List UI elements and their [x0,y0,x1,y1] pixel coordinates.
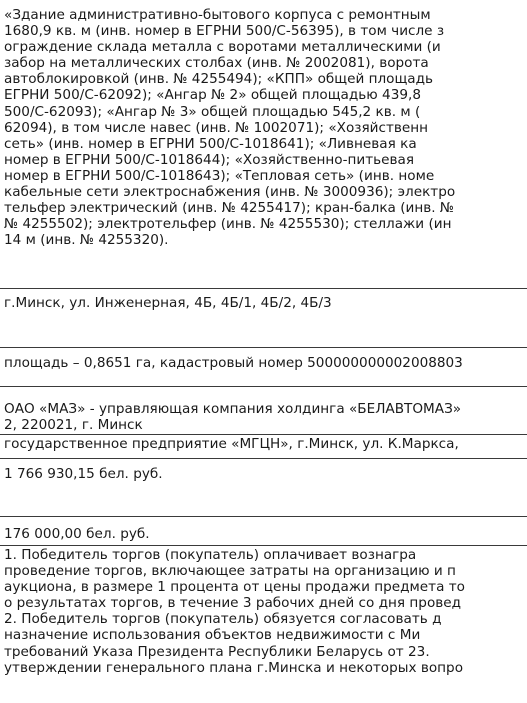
row-divider [0,386,527,387]
seller-cell [0,401,527,433]
text-line: требований Указа Президента Республики Беларусь от 23. [4,643,430,660]
row-divider [0,516,527,517]
text-line: 1680,9 кв. м (инв. номер в ЕГРНИ 500/С-56395), в том числе з [4,23,445,40]
text-line: забор на металлических столбах (инв. № 2002081), ворота [4,55,429,72]
text-line: № 4255502); электротельфер (инв. № 4255530); стеллажи (ин [4,216,452,233]
text-line: назначение использования объектов недвижимости с Ми [4,627,421,644]
text-line: номер в ЕГРНИ 500/С-1018644); «Хозяйственно-питьевая [4,151,415,168]
object-description-cell [0,7,527,248]
row-divider [0,458,527,459]
text-line: тельфер электрический (инв. № 4255417); кран-балка (инв. № [4,200,455,217]
text-line: 2, 220021, г. Минск [4,417,143,434]
text-line: 500/С-62093); «Ангар № 3» общей площадью 545,2 кв. м ( [4,103,421,120]
conditions-cell [0,547,527,676]
text-line: 62094), в том числе навес (инв. № 1002071); «Хозяйственн [4,119,429,136]
row-divider [0,347,527,348]
text-line: кабельные сети электроснабжения (инв. № 3000936); электро [4,184,456,201]
text-line: г.Минск, ул. Инженерная, 4Б, 4Б/1, 4Б/2, 4Б/3 [4,295,332,311]
deposit-cell [0,526,527,542]
text-line: аукциона, в размере 1 процента от цены продажи предмета то [4,579,465,596]
text-line: автоблокировкой (инв. № 4255494); «КПП» общей площадь [4,71,434,88]
address-cell [0,295,527,311]
text-line: площадь – 0,8651 га, кадастровый номер 500000000002008803 [4,355,463,371]
organizer-cell [0,436,527,452]
text-line: ограждение склада металла с воротами металлическими (и [4,39,441,56]
text-line: 1. Победитель торгов (покупатель) оплачивает вознагра [4,547,417,563]
text-line: 1 766 930,15 бел. руб. [4,466,163,482]
initial-price-cell [0,466,527,482]
row-divider [0,545,527,546]
text-line: ОАО «МАЗ» - управляющая компания холдинга «БЕЛАВТОМАЗ» [4,401,462,417]
text-line: 14 м (инв. № 4255320). [4,232,169,249]
row-divider [0,434,527,435]
text-line: утверждении генерального плана г.Минска и некоторых вопро [4,659,464,676]
text-line: о результатах торгов, в течение 3 рабочих дней со дня провед [4,595,462,612]
text-line: 176 000,00 бел. руб. [4,526,150,542]
row-divider [0,288,527,289]
land-plot-cell [0,355,527,371]
text-line: ЕГРНИ 500/С-62092); «Ангар № 2» общей площадью 439,8 [4,87,421,104]
text-line: государственное предприятие «МГЦН», г.Минск, ул. К.Маркса, [4,436,459,452]
text-line: 2. Победитель торгов (покупатель) обязуется согласовать д [4,611,442,628]
text-line: сеть» (инв. номер в ЕГРНИ 500/С-1018641); «Ливневая ка [4,135,417,152]
text-line: проведение торгов, включающее затраты на организацию и п [4,563,456,580]
text-line: «Здание административно-бытового корпуса с ремонтным [4,7,431,23]
text-line: номер в ЕГРНИ 500/С-1018643); «Тепловая сеть» (инв. номе [4,167,435,184]
